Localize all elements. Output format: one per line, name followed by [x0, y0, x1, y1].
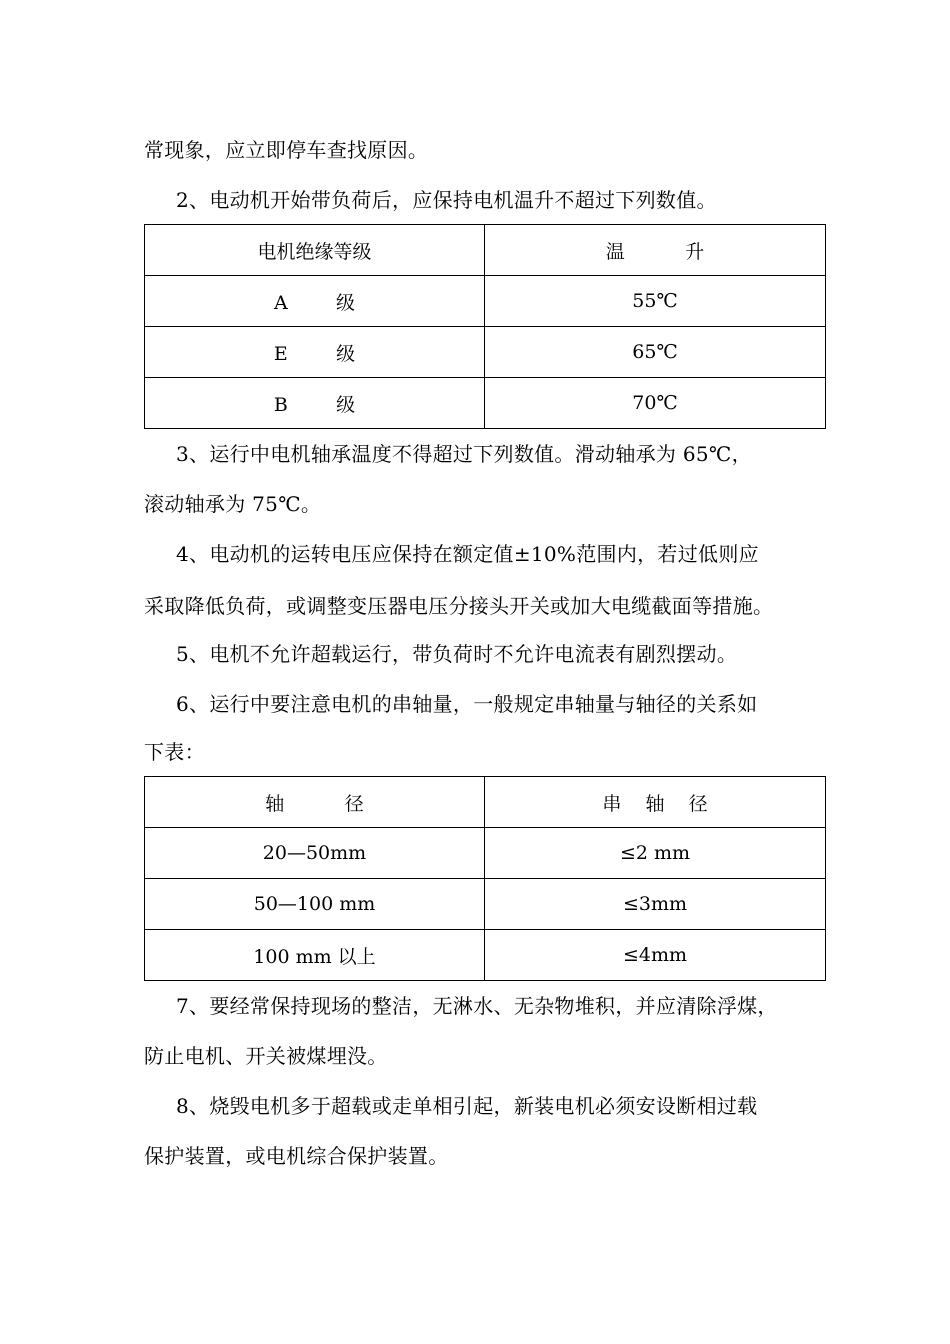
paragraph-item-7: 7、要经常保持现场的整洁，无淋水、无杂物堆积，并应清除浮煤，: [176, 994, 778, 1018]
table-header-cell: 温 升: [485, 225, 826, 276]
shaft-play-table: [144, 776, 826, 981]
table-header-cell: 电机绝缘等级: [145, 225, 485, 276]
table-cell: 65℃: [485, 327, 826, 378]
paragraph-item-7-cont: 防止电机、开关被煤埋没。: [144, 1044, 388, 1068]
table-cell: ≤2 mm: [485, 828, 826, 879]
table-header-row: [145, 225, 826, 276]
table-header-cell: 串 轴 径: [485, 777, 826, 828]
table-cell: B 级: [145, 378, 485, 429]
table-cell: A 级: [145, 276, 485, 327]
table-cell: 100 mm 以上: [145, 930, 485, 981]
table-cell: 70℃: [485, 378, 826, 429]
paragraph-item-6: 6、运行中要注意电机的串轴量，一般规定串轴量与轴径的关系如: [176, 692, 758, 716]
paragraph-item-8: 8、烧毁电机多于超载或走单相引起，新装电机必须安设断相过载: [176, 1094, 758, 1118]
table-row: [145, 828, 826, 879]
table-row: [145, 930, 826, 981]
paragraph-item-3-cont: 滚动轴承为 75℃。: [144, 492, 322, 516]
paragraph-item-8-cont: 保护装置，或电机综合保护装置。: [144, 1144, 449, 1168]
paragraph-item-6-cont: 下表：: [144, 740, 205, 764]
table-row: [145, 327, 826, 378]
table-row: [145, 276, 826, 327]
paragraph-item-3: 3、运行中电机轴承温度不得超过下列数值。滑动轴承为 65℃，: [176, 442, 752, 466]
paragraph-item-2: 2、电动机开始带负荷后，应保持电机温升不超过下列数值。: [176, 188, 717, 212]
temperature-rise-table: [144, 224, 826, 429]
paragraph-continuation: 常现象，应立即停车查找原因。: [144, 138, 429, 162]
table-row: [145, 879, 826, 930]
paragraph-item-4: 4、电动机的运转电压应保持在额定值±10%范围内，若过低则应: [176, 542, 759, 566]
table-header-row: [145, 777, 826, 828]
paragraph-item-5: 5、电机不允许超载运行，带负荷时不允许电流表有剧烈摆动。: [176, 642, 738, 666]
table-cell: 55℃: [485, 276, 826, 327]
table-cell: ≤4mm: [485, 930, 826, 981]
table-cell: 20—50mm: [145, 828, 485, 879]
table-cell: E 级: [145, 327, 485, 378]
table-cell: 50—100 mm: [145, 879, 485, 930]
table-header-cell: 轴 径: [145, 777, 485, 828]
paragraph-item-4-cont: 采取降低负荷，或调整变压器电压分接头开关或加大电缆截面等措施。: [144, 594, 774, 618]
table-row: [145, 378, 826, 429]
table-cell: ≤3mm: [485, 879, 826, 930]
